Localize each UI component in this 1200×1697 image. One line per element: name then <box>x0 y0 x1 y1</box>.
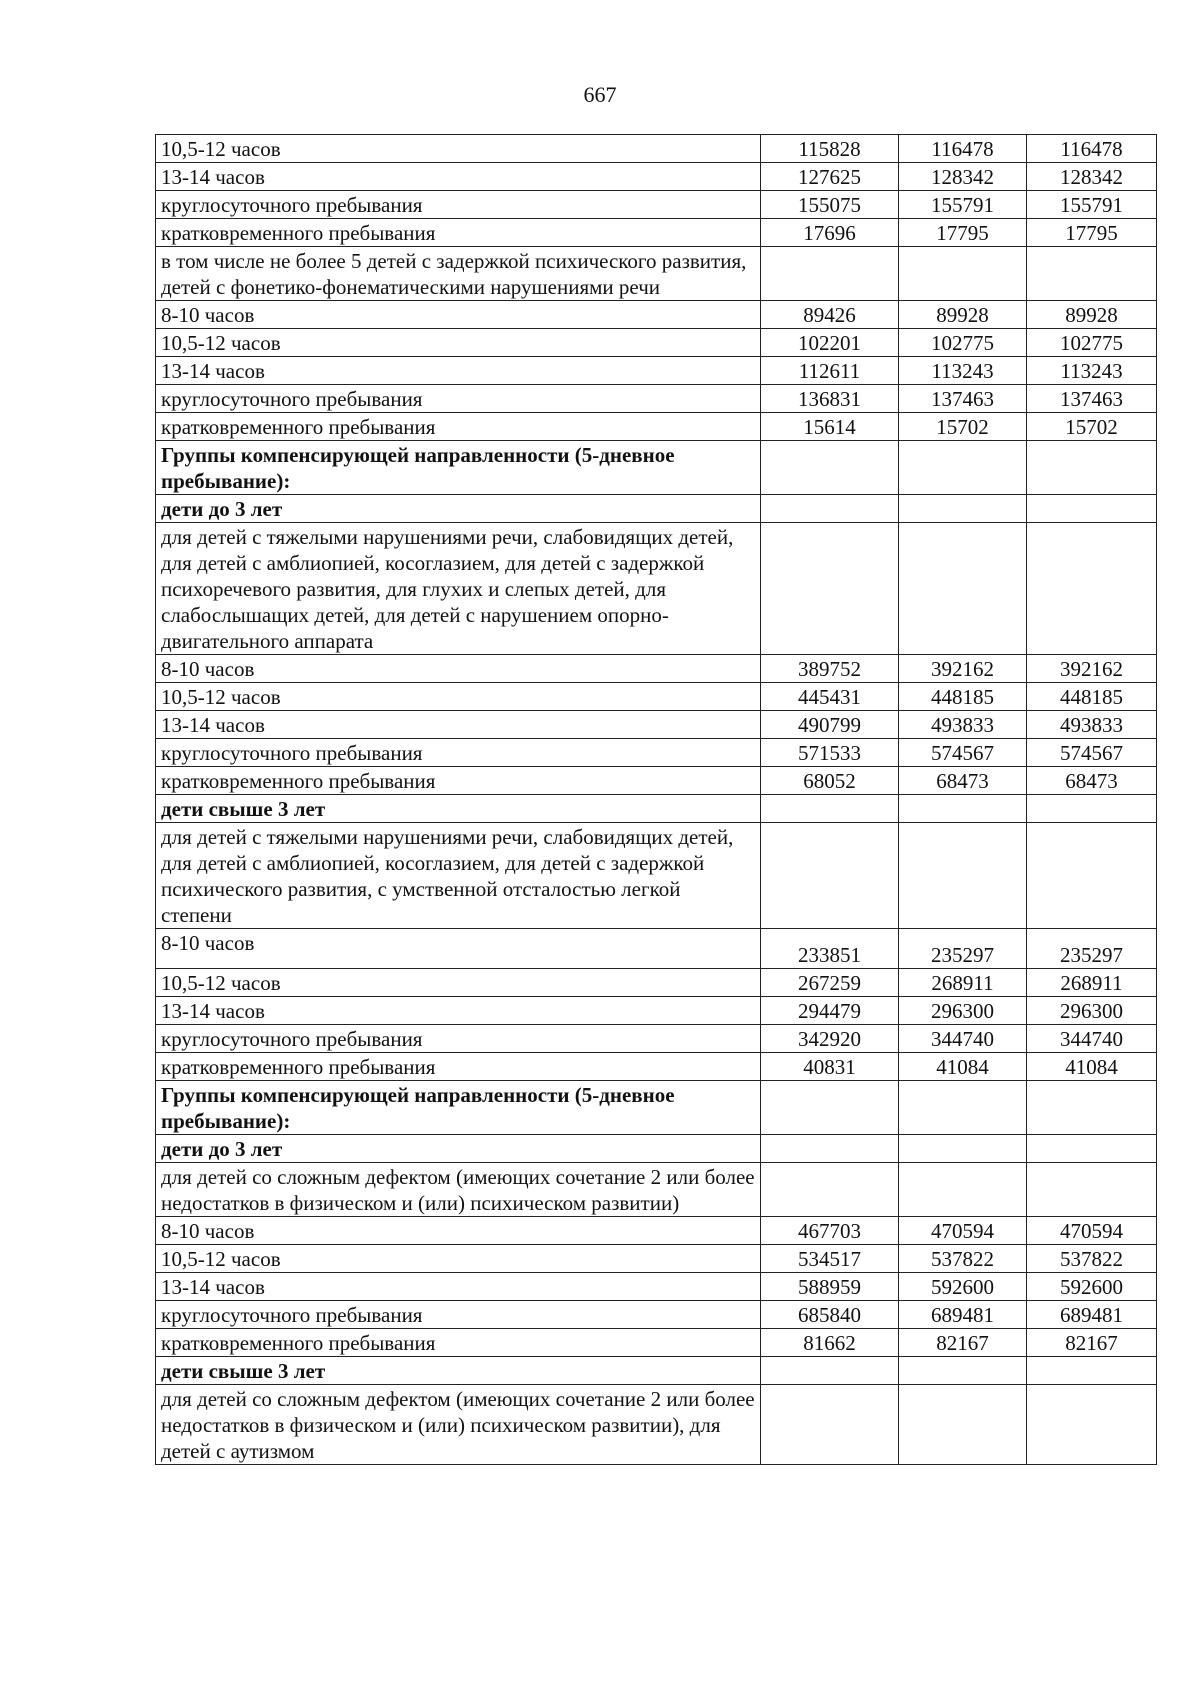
table-body <box>156 135 1157 1465</box>
table-row <box>156 1357 1157 1385</box>
value-cell-col-2: 68473 <box>899 767 1027 795</box>
value-cell-col-1 <box>761 795 899 823</box>
value-cell-col-2 <box>899 1163 1027 1217</box>
row-label-cell: кратковременного пребывания <box>156 1053 761 1081</box>
value-cell-col-2: 537822 <box>899 1245 1027 1273</box>
value-cell-col-2 <box>899 441 1027 495</box>
value-cell-col-1: 588959 <box>761 1273 899 1301</box>
table-row <box>156 219 1157 247</box>
table-row <box>156 711 1157 739</box>
table-row <box>156 135 1157 163</box>
value-cell-col-3 <box>1027 1163 1157 1217</box>
value-cell-col-3: 89928 <box>1027 301 1157 329</box>
section-heading-cell: дети свыше 3 лет <box>156 1357 761 1385</box>
value-cell-col-2: 116478 <box>899 135 1027 163</box>
table-row <box>156 1081 1157 1135</box>
value-cell-col-2: 574567 <box>899 739 1027 767</box>
value-cell-col-3: 448185 <box>1027 683 1157 711</box>
row-label-cell: кратковременного пребывания <box>156 413 761 441</box>
row-label-cell: 10,5-12 часов <box>156 329 761 357</box>
table-row <box>156 441 1157 495</box>
value-cell-col-1: 17696 <box>761 219 899 247</box>
section-heading-cell: Группы компенсирующей направленности (5-дневное пребывание): <box>156 441 761 495</box>
value-cell-col-3 <box>1027 247 1157 301</box>
value-cell-col-2: 17795 <box>899 219 1027 247</box>
value-cell-col-1: 127625 <box>761 163 899 191</box>
row-label-cell: 13-14 часов <box>156 163 761 191</box>
section-heading-cell: дети до 3 лет <box>156 495 761 523</box>
value-cell-col-3: 470594 <box>1027 1217 1157 1245</box>
value-cell-col-1: 89426 <box>761 301 899 329</box>
value-cell-col-1: 112611 <box>761 357 899 385</box>
value-cell-col-2: 268911 <box>899 969 1027 997</box>
table-row <box>156 795 1157 823</box>
value-cell-col-3: 268911 <box>1027 969 1157 997</box>
table-row <box>156 1025 1157 1053</box>
value-cell-col-2 <box>899 1135 1027 1163</box>
table-row <box>156 929 1157 969</box>
value-cell-col-3: 116478 <box>1027 135 1157 163</box>
row-label-cell: для детей со сложным дефектом (имеющих сочетание 2 или более недостатков в физическом и (или) психическом развитии) <box>156 1163 761 1217</box>
row-label-cell: круглосуточного пребывания <box>156 191 761 219</box>
value-cell-col-3: 537822 <box>1027 1245 1157 1273</box>
value-cell-col-3: 82167 <box>1027 1329 1157 1357</box>
value-cell-col-3: 235297 <box>1027 929 1157 969</box>
row-label-cell: 13-14 часов <box>156 357 761 385</box>
row-label-cell: круглосуточного пребывания <box>156 385 761 413</box>
value-cell-col-1: 294479 <box>761 997 899 1025</box>
value-cell-col-2: 137463 <box>899 385 1027 413</box>
table-row <box>156 969 1157 997</box>
value-cell-col-3: 102775 <box>1027 329 1157 357</box>
value-cell-col-3: 574567 <box>1027 739 1157 767</box>
value-cell-col-1 <box>761 441 899 495</box>
row-label-cell: 8-10 часов <box>156 655 761 683</box>
table-row <box>156 1163 1157 1217</box>
row-label-cell: 10,5-12 часов <box>156 1245 761 1273</box>
value-cell-col-3: 155791 <box>1027 191 1157 219</box>
row-label-cell: в том числе не более 5 детей с задержкой психического развития, детей с фонетико-фонематическими нарушениями речи <box>156 247 761 301</box>
value-cell-col-1 <box>761 1081 899 1135</box>
value-cell-col-1: 467703 <box>761 1217 899 1245</box>
value-cell-col-1: 534517 <box>761 1245 899 1273</box>
value-cell-col-3 <box>1027 1135 1157 1163</box>
value-cell-col-1 <box>761 247 899 301</box>
value-cell-col-3: 689481 <box>1027 1301 1157 1329</box>
row-label-cell: кратковременного пребывания <box>156 1329 761 1357</box>
row-label-cell: для детей со сложным дефектом (имеющих сочетание 2 или более недостатков в физическом и (или) психическом развитии), для детей с аутизмом <box>156 1385 761 1465</box>
value-cell-col-3: 592600 <box>1027 1273 1157 1301</box>
table-row <box>156 329 1157 357</box>
table-row <box>156 1135 1157 1163</box>
value-cell-col-1: 68052 <box>761 767 899 795</box>
value-cell-col-3 <box>1027 795 1157 823</box>
value-cell-col-2 <box>899 1357 1027 1385</box>
value-cell-col-3: 15702 <box>1027 413 1157 441</box>
value-cell-col-1 <box>761 823 899 929</box>
table-row <box>156 301 1157 329</box>
value-cell-col-3: 113243 <box>1027 357 1157 385</box>
value-cell-col-1: 490799 <box>761 711 899 739</box>
table-row <box>156 357 1157 385</box>
section-heading-cell: дети свыше 3 лет <box>156 795 761 823</box>
value-cell-col-3: 493833 <box>1027 711 1157 739</box>
row-label-cell: для детей с тяжелыми нарушениями речи, слабовидящих детей, для детей с амблиопией, косоглазием, для детей с задержкой психического развития, с умственной отсталостью легкой степени <box>156 823 761 929</box>
row-label-cell: 10,5-12 часов <box>156 135 761 163</box>
value-cell-col-1: 233851 <box>761 929 899 969</box>
table-row <box>156 1245 1157 1273</box>
value-cell-col-1: 389752 <box>761 655 899 683</box>
value-cell-col-1: 15614 <box>761 413 899 441</box>
value-cell-col-3: 128342 <box>1027 163 1157 191</box>
value-cell-col-2: 102775 <box>899 329 1027 357</box>
value-cell-col-1 <box>761 1357 899 1385</box>
value-cell-col-3: 17795 <box>1027 219 1157 247</box>
table-row <box>156 683 1157 711</box>
table-row <box>156 1301 1157 1329</box>
value-cell-col-3 <box>1027 1385 1157 1465</box>
page-number: 667 <box>583 82 617 107</box>
table-row <box>156 1329 1157 1357</box>
value-cell-col-1 <box>761 523 899 655</box>
value-cell-col-2: 592600 <box>899 1273 1027 1301</box>
tariff-table <box>155 134 1157 1465</box>
value-cell-col-2 <box>899 523 1027 655</box>
table-row <box>156 739 1157 767</box>
value-cell-col-2 <box>899 495 1027 523</box>
value-cell-col-3 <box>1027 523 1157 655</box>
value-cell-col-2 <box>899 1081 1027 1135</box>
value-cell-col-2: 82167 <box>899 1329 1027 1357</box>
row-label-cell: 8-10 часов <box>156 929 761 969</box>
row-label-cell: для детей с тяжелыми нарушениями речи, слабовидящих детей, для детей с амблиопией, косоглазием, для детей с задержкой психоречевого развития, для глухих и слепых детей, для слабослышащих детей, для детей с нарушением опорно-двигательного аппарата <box>156 523 761 655</box>
value-cell-col-2: 15702 <box>899 413 1027 441</box>
value-cell-col-1 <box>761 1135 899 1163</box>
table-row <box>156 247 1157 301</box>
value-cell-col-1 <box>761 1163 899 1217</box>
value-cell-col-1: 81662 <box>761 1329 899 1357</box>
value-cell-col-3 <box>1027 441 1157 495</box>
row-label-cell: 10,5-12 часов <box>156 683 761 711</box>
value-cell-col-2 <box>899 1385 1027 1465</box>
value-cell-col-3 <box>1027 823 1157 929</box>
row-label-cell: 8-10 часов <box>156 1217 761 1245</box>
value-cell-col-2 <box>899 795 1027 823</box>
value-cell-col-2: 296300 <box>899 997 1027 1025</box>
value-cell-col-3: 137463 <box>1027 385 1157 413</box>
row-label-cell: 13-14 часов <box>156 997 761 1025</box>
table-row <box>156 523 1157 655</box>
value-cell-col-2: 128342 <box>899 163 1027 191</box>
value-cell-col-2: 155791 <box>899 191 1027 219</box>
section-heading-cell: Группы компенсирующей направленности (5-дневное пребывание): <box>156 1081 761 1135</box>
value-cell-col-2: 344740 <box>899 1025 1027 1053</box>
table-row <box>156 1053 1157 1081</box>
value-cell-col-1: 115828 <box>761 135 899 163</box>
value-cell-col-2: 689481 <box>899 1301 1027 1329</box>
value-cell-col-1: 342920 <box>761 1025 899 1053</box>
table-row <box>156 1385 1157 1465</box>
row-label-cell: 13-14 часов <box>156 1273 761 1301</box>
value-cell-col-3: 68473 <box>1027 767 1157 795</box>
table-row <box>156 495 1157 523</box>
value-cell-col-2: 392162 <box>899 655 1027 683</box>
table-row <box>156 413 1157 441</box>
value-cell-col-1: 102201 <box>761 329 899 357</box>
row-label-cell: круглосуточного пребывания <box>156 1025 761 1053</box>
value-cell-col-1 <box>761 495 899 523</box>
table-row <box>156 385 1157 413</box>
value-cell-col-3: 392162 <box>1027 655 1157 683</box>
value-cell-col-1: 155075 <box>761 191 899 219</box>
row-label-cell: 10,5-12 часов <box>156 969 761 997</box>
value-cell-col-2: 493833 <box>899 711 1027 739</box>
section-heading-cell: дети до 3 лет <box>156 1135 761 1163</box>
value-cell-col-1 <box>761 1385 899 1465</box>
value-cell-col-3: 41084 <box>1027 1053 1157 1081</box>
value-cell-col-1: 267259 <box>761 969 899 997</box>
table-row <box>156 823 1157 929</box>
value-cell-col-2: 448185 <box>899 683 1027 711</box>
row-label-cell: кратковременного пребывания <box>156 767 761 795</box>
value-cell-col-1: 136831 <box>761 385 899 413</box>
value-cell-col-3 <box>1027 495 1157 523</box>
table-row <box>156 997 1157 1025</box>
value-cell-col-2: 89928 <box>899 301 1027 329</box>
value-cell-col-2 <box>899 823 1027 929</box>
table-row <box>156 1217 1157 1245</box>
row-label-cell: кратковременного пребывания <box>156 219 761 247</box>
row-label-cell: круглосуточного пребывания <box>156 739 761 767</box>
value-cell-col-1: 445431 <box>761 683 899 711</box>
value-cell-col-2: 470594 <box>899 1217 1027 1245</box>
value-cell-col-1: 571533 <box>761 739 899 767</box>
row-label-cell: круглосуточного пребывания <box>156 1301 761 1329</box>
table-row <box>156 767 1157 795</box>
value-cell-col-3: 296300 <box>1027 997 1157 1025</box>
table-row <box>156 1273 1157 1301</box>
row-label-cell: 13-14 часов <box>156 711 761 739</box>
value-cell-col-3: 344740 <box>1027 1025 1157 1053</box>
table-row <box>156 191 1157 219</box>
row-label-cell: 8-10 часов <box>156 301 761 329</box>
value-cell-col-2: 41084 <box>899 1053 1027 1081</box>
table-row <box>156 655 1157 683</box>
value-cell-col-1: 40831 <box>761 1053 899 1081</box>
value-cell-col-1: 685840 <box>761 1301 899 1329</box>
value-cell-col-3 <box>1027 1357 1157 1385</box>
value-cell-col-2: 113243 <box>899 357 1027 385</box>
value-cell-col-2: 235297 <box>899 929 1027 969</box>
table-row <box>156 163 1157 191</box>
value-cell-col-3 <box>1027 1081 1157 1135</box>
value-cell-col-2 <box>899 247 1027 301</box>
